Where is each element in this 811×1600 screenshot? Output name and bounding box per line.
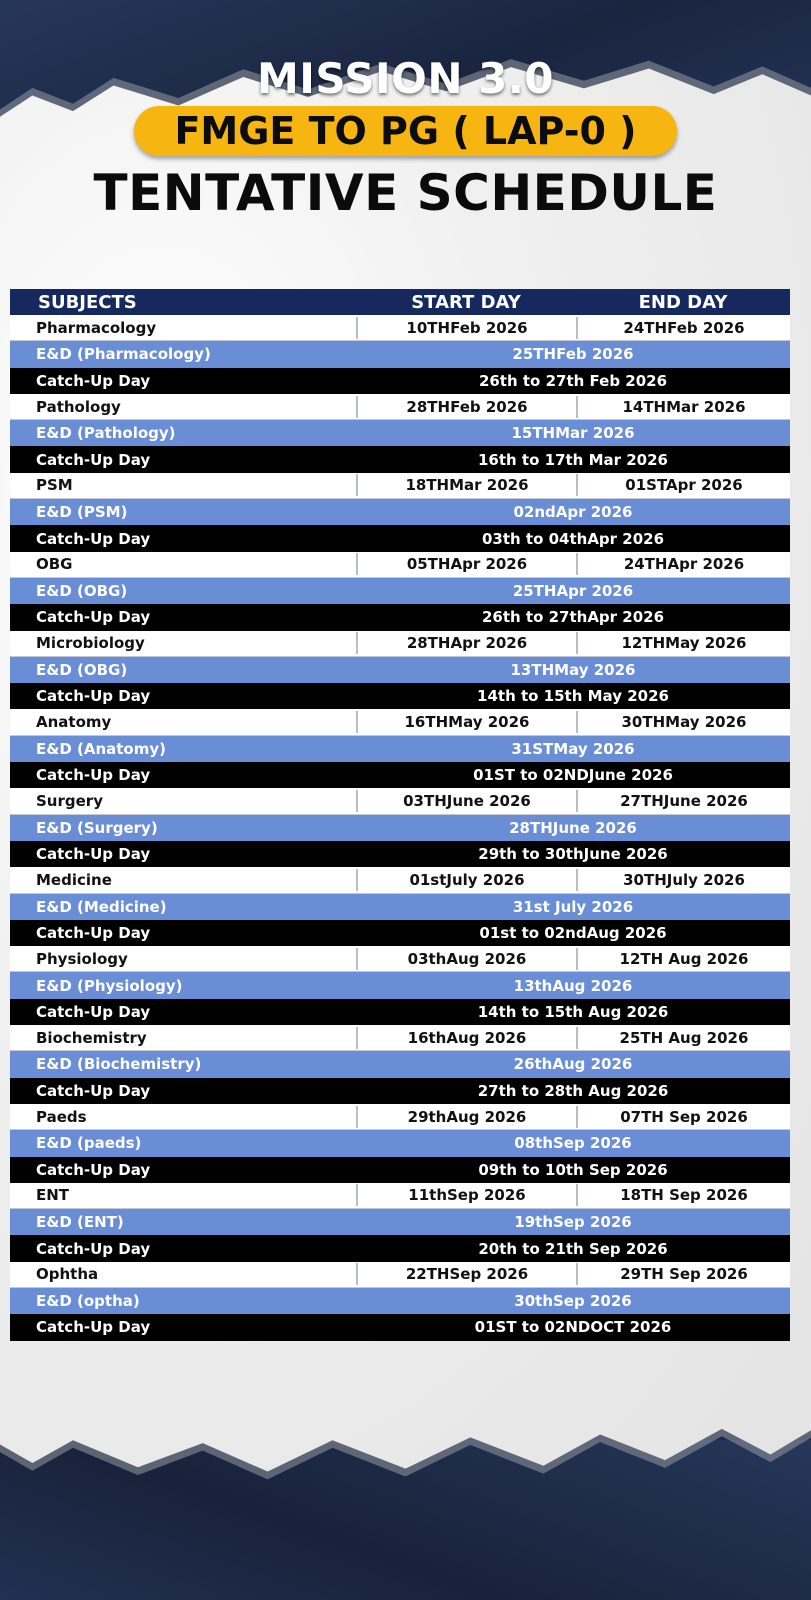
date-cell: 01st to 02ndAug 2026 — [479, 923, 667, 942]
catch-up-row — [10, 368, 790, 394]
table-row — [10, 1183, 790, 1209]
end-day-cell: 12TH Aug 2026 — [576, 948, 790, 970]
table-row — [10, 788, 790, 814]
exam-discussion-row — [10, 736, 790, 762]
exam-discussion-row — [10, 815, 790, 841]
end-day-cell: 27THJune 2026 — [576, 790, 790, 812]
start-day-cell: 10THFeb 2026 — [356, 317, 576, 339]
subject-cell: OBG — [36, 555, 73, 574]
date-cell: 31STMay 2026 — [511, 739, 635, 758]
date-cell: 30thSep 2026 — [514, 1292, 632, 1311]
subject-cell: Medicine — [36, 870, 112, 889]
exam-discussion-row — [10, 657, 790, 683]
catch-up-row — [10, 762, 790, 788]
start-day-cell: 22THSep 2026 — [356, 1263, 576, 1285]
schedule-title: TENTATIVE SCHEDULE — [93, 164, 718, 222]
end-day-cell: 30THMay 2026 — [576, 711, 790, 733]
subject-cell: E&D (Pathology) — [36, 424, 176, 443]
subject-cell: E&D (Medicine) — [36, 897, 167, 916]
subject-cell: Catch-Up Day — [36, 1318, 151, 1337]
subject-cell: E&D (paeds) — [36, 1134, 142, 1153]
start-day-cell: 11thSep 2026 — [356, 1184, 576, 1206]
table-row — [10, 473, 790, 499]
exam-discussion-row — [10, 420, 790, 446]
end-day-cell: 25TH Aug 2026 — [576, 1027, 790, 1049]
end-day-cell: 24THFeb 2026 — [576, 317, 790, 339]
end-day-cell: 29TH Sep 2026 — [576, 1263, 790, 1285]
header-start-day: START DAY — [411, 291, 521, 313]
subject-cell: Catch-Up Day — [36, 1160, 151, 1179]
table-header — [10, 289, 790, 315]
date-cell: 26th to 27thApr 2026 — [481, 608, 665, 627]
exam-discussion-row — [10, 1288, 790, 1314]
date-cell: 25THFeb 2026 — [512, 345, 634, 364]
schedule-table — [10, 289, 790, 1341]
table-row — [10, 1262, 790, 1288]
subject-cell: E&D (Surgery) — [36, 818, 158, 837]
table-row — [10, 946, 790, 972]
subject-cell: PSM — [36, 476, 73, 495]
table-row — [10, 315, 790, 341]
exam-discussion-row — [10, 1209, 790, 1235]
date-cell: 16th to 17th Mar 2026 — [477, 450, 668, 469]
table-body — [10, 315, 790, 1341]
catch-up-row — [10, 1314, 790, 1340]
subject-cell: Anatomy — [36, 713, 112, 732]
date-cell: 28THJune 2026 — [509, 818, 637, 837]
start-day-cell: 05THApr 2026 — [356, 553, 576, 575]
table-row — [10, 867, 790, 893]
start-day-cell: 16THMay 2026 — [356, 711, 576, 733]
table-row — [10, 1104, 790, 1130]
start-day-cell: 16thAug 2026 — [356, 1027, 576, 1049]
subject-cell: Catch-Up Day — [36, 845, 151, 864]
catch-up-row — [10, 525, 790, 551]
table-row — [10, 1025, 790, 1051]
end-day-cell: 01STApr 2026 — [576, 474, 790, 496]
date-cell: 13THMay 2026 — [510, 661, 636, 679]
date-cell: 08thSep 2026 — [514, 1134, 632, 1153]
subject-cell: Catch-Up Day — [36, 923, 151, 942]
subject-cell: Catch-Up Day — [36, 1239, 151, 1258]
subject-cell: ENT — [36, 1186, 70, 1205]
start-day-cell: 29thAug 2026 — [356, 1106, 576, 1128]
course-pill: FMGE TO PG ( LAP-0 ) — [134, 106, 676, 156]
start-day-cell: 18THMar 2026 — [356, 474, 576, 496]
subject-cell: Pharmacology — [36, 318, 157, 337]
exam-discussion-row — [10, 341, 790, 367]
date-cell: 03th to 04thApr 2026 — [481, 529, 665, 548]
subject-cell: Paeds — [36, 1107, 87, 1126]
date-cell: 19thSep 2026 — [514, 1213, 632, 1232]
date-cell: 26th to 27th Feb 2026 — [478, 371, 668, 390]
catch-up-row — [10, 604, 790, 630]
subject-cell: Catch-Up Day — [36, 529, 151, 548]
poster-header — [0, 54, 811, 224]
subject-cell: Ophtha — [36, 1265, 99, 1284]
subject-cell: Microbiology — [36, 634, 145, 653]
end-day-cell: 24THApr 2026 — [576, 553, 790, 575]
subject-cell: E&D (Biochemistry) — [36, 1055, 202, 1074]
subject-cell: E&D (Anatomy) — [36, 739, 167, 758]
catch-up-row — [10, 1235, 790, 1261]
header-subjects: SUBJECTS — [38, 291, 137, 313]
subject-cell: E&D (Pharmacology) — [36, 345, 211, 364]
catch-up-row — [10, 999, 790, 1025]
date-cell: 14th to 15th Aug 2026 — [477, 1002, 669, 1021]
exam-discussion-row — [10, 1051, 790, 1077]
date-cell: 14th to 15th May 2026 — [477, 687, 669, 706]
table-row — [10, 631, 790, 657]
subject-cell: E&D (optha) — [36, 1292, 140, 1311]
mission-title: MISSION 3.0 — [256, 54, 555, 103]
end-day-cell: 07TH Sep 2026 — [576, 1106, 790, 1128]
table-row — [10, 394, 790, 420]
date-cell: 01ST to 02NDJune 2026 — [473, 766, 673, 785]
start-day-cell: 28THFeb 2026 — [356, 396, 576, 418]
table-row — [10, 709, 790, 735]
table-row — [10, 552, 790, 578]
catch-up-row — [10, 1157, 790, 1183]
subject-cell: Catch-Up Day — [36, 1081, 151, 1100]
date-cell: 13thAug 2026 — [513, 976, 633, 995]
date-cell: 29th to 30thJune 2026 — [478, 845, 668, 864]
subject-cell: Biochemistry — [36, 1028, 147, 1047]
subject-cell: E&D (OBG) — [36, 661, 128, 679]
start-day-cell: 01stJuly 2026 — [356, 869, 576, 891]
start-day-cell: 28THApr 2026 — [356, 632, 576, 654]
end-day-cell: 30THJuly 2026 — [576, 869, 790, 891]
subject-cell: Pathology — [36, 397, 121, 416]
exam-discussion-row — [10, 578, 790, 604]
date-cell: 31st July 2026 — [512, 897, 634, 916]
subject-cell: Surgery — [36, 791, 103, 810]
subject-cell: Catch-Up Day — [36, 766, 151, 785]
end-day-cell: 18TH Sep 2026 — [576, 1184, 790, 1206]
subject-cell: E&D (Physiology) — [36, 976, 183, 995]
catch-up-row — [10, 1078, 790, 1104]
date-cell: 01ST to 02NDOCT 2026 — [474, 1318, 672, 1337]
start-day-cell: 03THJune 2026 — [356, 790, 576, 812]
end-day-cell: 12THMay 2026 — [576, 632, 790, 654]
exam-discussion-row — [10, 499, 790, 525]
catch-up-row — [10, 446, 790, 472]
catch-up-row — [10, 920, 790, 946]
catch-up-row — [10, 683, 790, 709]
date-cell: 27th to 28th Aug 2026 — [477, 1081, 669, 1100]
exam-discussion-row — [10, 972, 790, 998]
subject-cell: E&D (OBG) — [36, 582, 128, 601]
exam-discussion-row — [10, 1130, 790, 1156]
subject-cell: E&D (ENT) — [36, 1213, 124, 1232]
date-cell: 20th to 21th Sep 2026 — [478, 1239, 668, 1258]
end-day-cell: 14THMar 2026 — [576, 396, 790, 418]
date-cell: 15THMar 2026 — [511, 424, 635, 443]
subject-cell: Catch-Up Day — [36, 687, 151, 706]
exam-discussion-row — [10, 894, 790, 920]
date-cell: 09th to 10th Sep 2026 — [478, 1160, 668, 1179]
header-end-day: END DAY — [638, 291, 728, 313]
date-cell: 25THApr 2026 — [512, 582, 634, 601]
subject-cell: E&D (PSM) — [36, 503, 128, 522]
subject-cell: Catch-Up Day — [36, 371, 151, 390]
subject-cell: Catch-Up Day — [36, 1002, 151, 1021]
subject-cell: Physiology — [36, 949, 128, 968]
subject-cell: Catch-Up Day — [36, 608, 151, 627]
date-cell: 02ndApr 2026 — [513, 503, 633, 522]
catch-up-row — [10, 841, 790, 867]
start-day-cell: 03thAug 2026 — [356, 948, 576, 970]
date-cell: 26thAug 2026 — [513, 1055, 633, 1074]
subject-cell: Catch-Up Day — [36, 450, 151, 469]
